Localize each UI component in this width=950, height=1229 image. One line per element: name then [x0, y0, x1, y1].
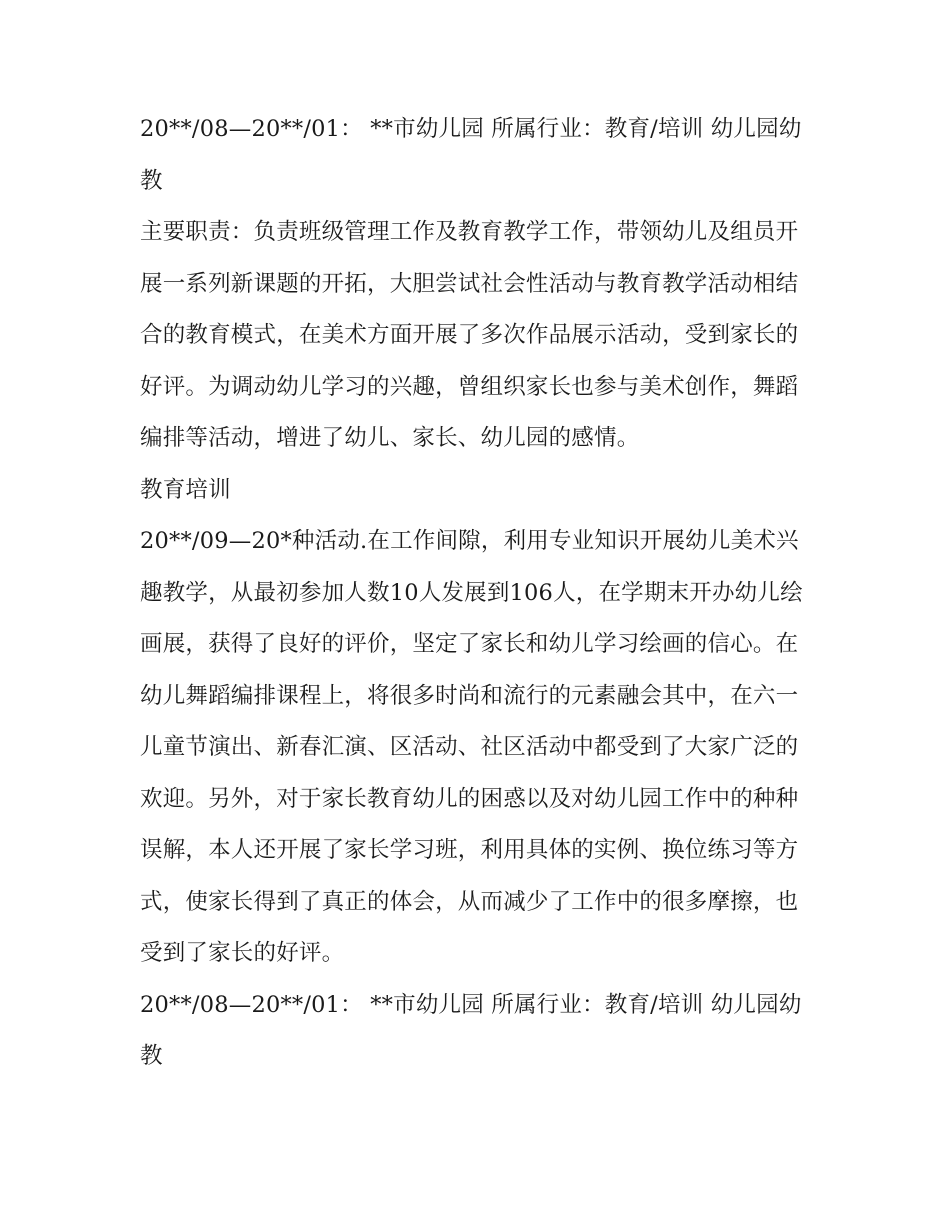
section-heading-training: 教育培训 [140, 476, 231, 503]
job-entry-header-repeat: 20**/08—20**/01： **市幼儿园 所属行业：教育/培训 幼儿园幼教 [140, 991, 802, 1069]
training-description: 20**/09—20*种活动.在工作间隙，利用专业知识开展幼儿美术兴趣教学，从最初参加人数10人发展到106人，在学期末开办幼儿绘画展，获得了良好的评价，坚定了家长和幼儿学习绘画的信心。在幼儿舞蹈编排课程上，将很多时尚和流行的元素融会其中，在六一儿童节演出、新春汇演、区活动、社区活动中都受到了大家广泛的欢迎。另外，对于家长教育幼儿的困惑以及对幼儿园工作中的种种误解，本人还开展了家长学习班，利用具体的实例、换位练习等方式，使家长得到了真正的体会，从而减少了工作中的很多摩擦，也受到了家长的好评。 [140, 528, 803, 966]
job-entry-header: 20**/08—20**/01： **市幼儿园 所属行业：教育/培训 幼儿园幼教 [140, 116, 802, 194]
job-responsibilities: 主要职责：负责班级管理工作及教育教学工作，带领幼儿及组员开展一系列新课题的开拓，大胆尝试社会性活动与教育教学活动相结合的教育模式，在美术方面开展了多次作品展示活动，受到家长的好评。为调动幼儿学习的兴趣，曾组织家长也参与美术创作，舞蹈编排等活动，增进了幼儿、家长、幼儿园的感情。 [140, 219, 799, 451]
document-body [140, 104, 820, 1083]
